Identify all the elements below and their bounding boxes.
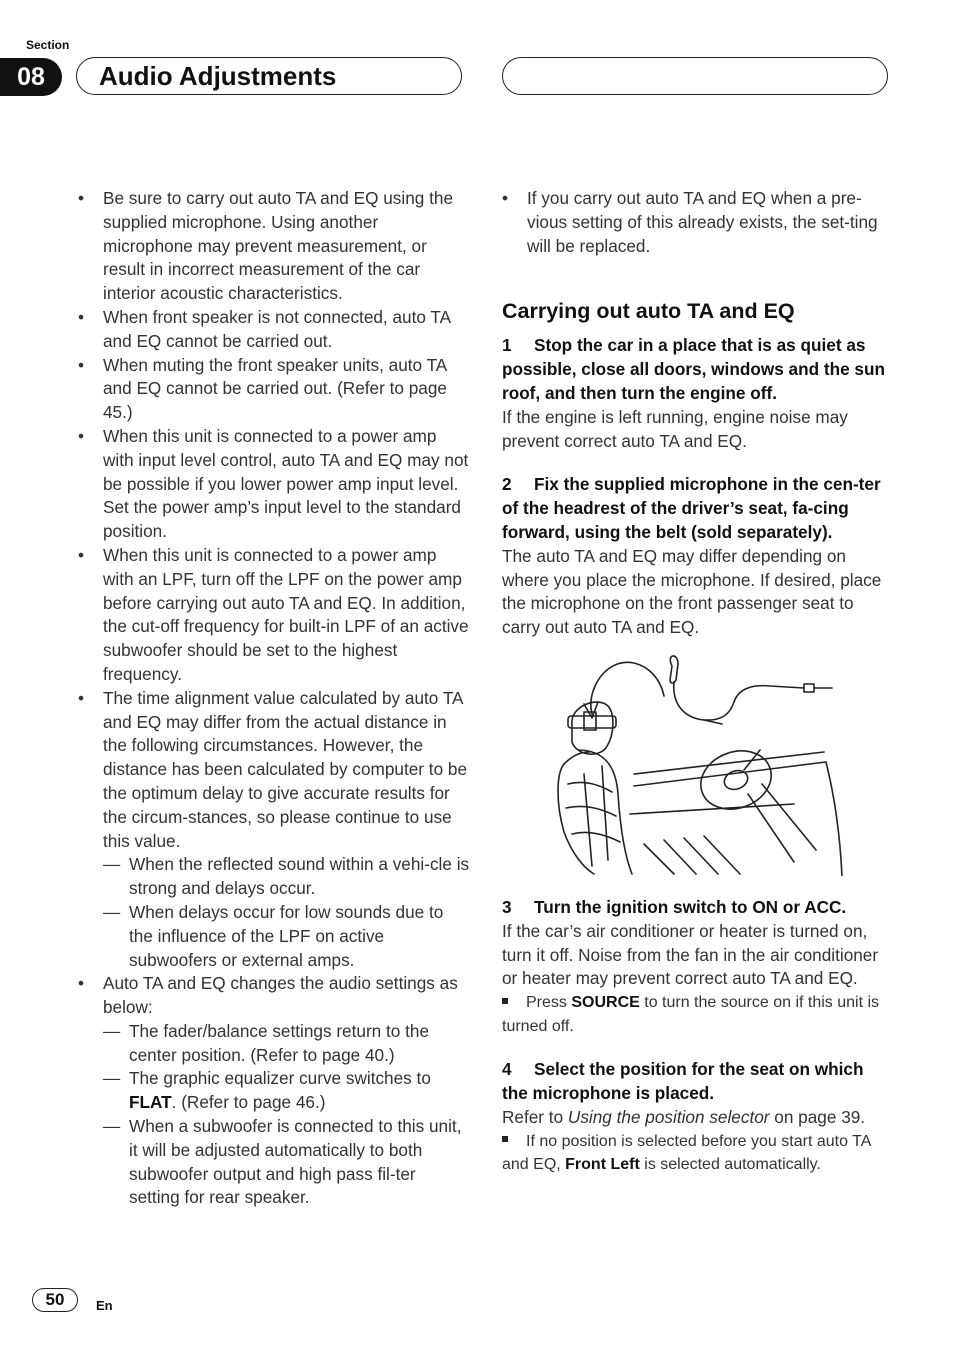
step-number: 2 <box>502 474 512 495</box>
right-column <box>502 187 894 1177</box>
dash-mark: — <box>103 901 121 922</box>
step-body: If the engine is left running, engine noise may prevent correct auto TA and EQ. <box>502 406 848 451</box>
list-item: • When this unit is connected to a power amp with input level control, auto TA and EQ may not be possible if you lower power amp input level. Set the power amp’s input level to the standard position. <box>78 425 470 544</box>
step-text: Fix the supplied microphone in the cen-ter of the headrest of the driver’s seat, fa-cing forward, using the belt (sold separately). <box>502 474 881 542</box>
dash-mark: — <box>103 1116 121 1137</box>
front-left-keyword: Front Left <box>565 1156 640 1174</box>
empty-title-box <box>502 57 888 95</box>
note: If no position is selected before you start auto TA and EQ, Front Left is selected automatically. <box>502 1132 871 1174</box>
step-2 <box>502 473 894 544</box>
dash-text: When delays occur for low sounds due to the influence of the LPF on active subwoofers or external amps. <box>129 901 444 970</box>
step-body: The auto TA and EQ may differ depending on where you place the microphone. If desired, place the microphone on the front passenger seat to carry out auto TA and EQ. <box>502 545 882 638</box>
section-heading: Carrying out auto TA and EQ <box>502 299 795 324</box>
dash-mark: — <box>103 854 121 875</box>
dash-mark: — <box>103 1068 121 1089</box>
dash-text: The graphic equalizer curve switches to <box>129 1068 431 1089</box>
note: Press SOURCE to turn the source on if this unit is turned off. <box>502 994 880 1035</box>
step-4 <box>502 1058 894 1106</box>
step-number: 3 <box>502 896 512 917</box>
dash-item <box>78 1115 470 1210</box>
section-title-box <box>76 57 462 95</box>
step-text: Select the position for the seat on which the microphone is placed. <box>502 1059 864 1103</box>
list-item: • When front speaker is not connected, auto TA and EQ cannot be carried out. <box>78 306 470 354</box>
dash-item <box>78 1020 470 1068</box>
section-number: 08 <box>0 58 62 96</box>
square-bullet-icon <box>502 998 508 1004</box>
left-column <box>78 187 470 1210</box>
step-text: Turn the ignition switch to ON or ACC. <box>534 896 847 917</box>
dash-item <box>78 1067 470 1115</box>
dash-text: . (Refer to page 46.) <box>171 1092 326 1113</box>
language-label: En <box>96 1298 113 1313</box>
page-title: Audio Adjustments <box>99 61 337 91</box>
list-item: • When this unit is connected to a power amp with an LPF, turn off the LPF on the power amp before carrying out auto TA and EQ. In addition, the cut-off frequency for built-in LPF of an active subwoofer should be set to the highest frequency. <box>78 544 470 687</box>
list-item: • The time alignment value calculated by auto TA and EQ may differ from the actual distance in the following circumstances. However, the distance has been calculated by computer to be the optimum delay to give accurate results for the circum-stances, so please continue to use this value. <box>78 687 470 854</box>
step-text: Stop the car in a place that is as quiet as possible, close all doors, windows and the sun roof, and then turn the engine off. <box>502 335 885 403</box>
step-3 <box>502 896 894 920</box>
source-keyword: SOURCE <box>571 994 640 1012</box>
flat-keyword: FLAT <box>129 1092 172 1113</box>
microphone-headrest-illustration <box>554 654 844 876</box>
dash-mark: — <box>103 1020 121 1041</box>
page-number: 50 <box>32 1288 78 1312</box>
section-label: Section <box>26 38 70 52</box>
list-item: • If you carry out auto TA and EQ when a pre-vious setting of this already exists, the set-ting will be replaced. <box>502 187 894 258</box>
dash-item <box>78 901 470 972</box>
step-body: If the car’s air conditioner or heater is turned on, turn it off. Noise from the fan in the air conditioner or heater may prevent correct auto TA and EQ. <box>502 920 879 989</box>
dash-text: When a subwoofer is connected to this unit, it will be adjusted automatically to both subwoofer output and high pass fil-ter setting for rear speaker. <box>129 1116 462 1208</box>
list-item: • When muting the front speaker units, auto TA and EQ cannot be carried out. (Refer to page 45.) <box>78 354 470 425</box>
square-bullet-icon <box>502 1136 508 1142</box>
list-item: • Be sure to carry out auto TA and EQ using the supplied microphone. Using another microphone may prevent measurement, or result in incorrect measurement of the car interior acoustic characteristics. <box>78 187 470 306</box>
list-item: • Auto TA and EQ changes the audio settings as below: <box>78 972 470 1020</box>
step-number: 4 <box>502 1059 512 1080</box>
step-number: 1 <box>502 335 512 356</box>
step-1 <box>502 334 894 405</box>
reference-title: Using the position selector <box>567 1106 770 1127</box>
dash-item <box>78 853 470 901</box>
dash-text: When the reflected sound within a vehi-cle is strong and delays occur. <box>129 854 470 899</box>
dash-text: The fader/balance settings return to the center position. (Refer to page 40.) <box>129 1020 430 1065</box>
step-body: Refer to Using the position selector on page 39. <box>502 1106 866 1127</box>
